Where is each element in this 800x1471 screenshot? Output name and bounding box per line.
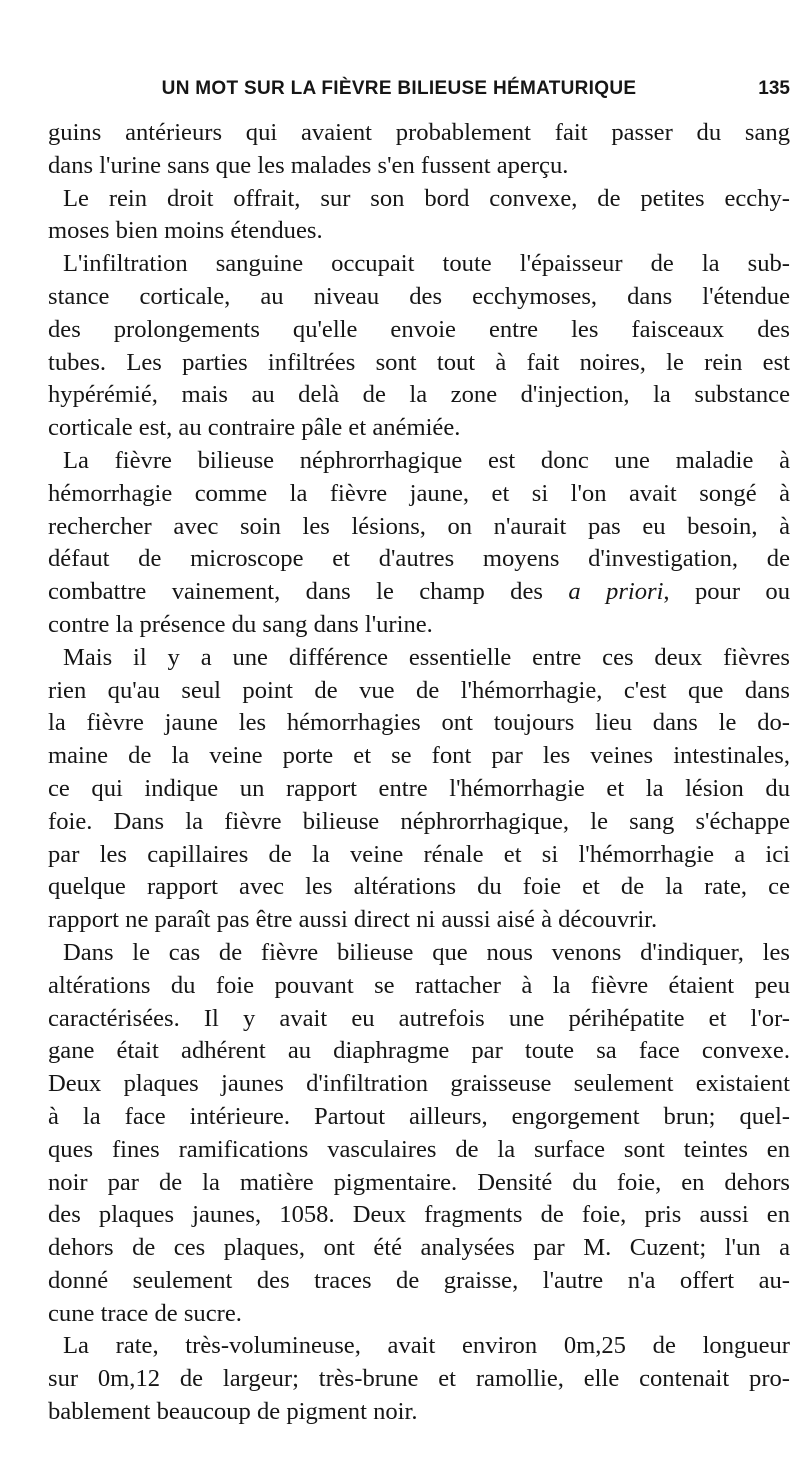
body-text xyxy=(48,117,790,1429)
running-title: UN MOT SUR LA FIÈVRE BILIEUSE HÉMATURIQUE xyxy=(161,78,637,99)
text-line: à la face intérieure. Partout ailleurs, engorgement brun; quel- xyxy=(48,1102,790,1130)
text-segment: , pour ou xyxy=(663,578,790,606)
page-number: 135 xyxy=(758,78,790,99)
text-line: caractérisées. Il y avait eu autrefois une périhépatite et l'or- xyxy=(48,1004,790,1032)
text-line-with-italic xyxy=(48,576,790,609)
text-line: rien qu'au seul point de vue de l'hémorrhagie, c'est que dans xyxy=(48,676,790,704)
text-line: des plaques jaunes, 1058. Deux fragments de foie, pris aussi en xyxy=(48,1201,790,1229)
text-line: altérations du foie pouvant se rattacher à la fièvre étaient peu xyxy=(48,971,790,999)
text-line: cune trace de sucre. xyxy=(48,1299,242,1327)
text-line: hémorrhagie comme la fièvre jaune, et si l'on avait songé à xyxy=(48,479,790,507)
text-line: moses bien moins étendues. xyxy=(48,217,323,245)
text-line: par les capillaires de la veine rénale et si l'hémorrhagie a ici xyxy=(48,840,790,868)
text-line: stance corticale, au niveau des ecchymoses, dans l'étendue xyxy=(48,282,790,310)
italic-phrase: a priori xyxy=(568,578,664,606)
text-line: guins antérieurs qui avaient probablement fait passer du sang xyxy=(48,119,790,146)
text-line: La rate, très-volumineuse, avait environ 0m,25 de longueur xyxy=(63,1332,790,1360)
running-head xyxy=(48,78,790,108)
text-line: dans l'urine sans que les malades s'en fussent aperçu. xyxy=(48,151,569,179)
text-line: dehors de ces plaques, ont été analysées par M. Cuzent; l'un a xyxy=(48,1234,790,1262)
text-line: quelque rapport avec les altérations du foie et de la rate, ce xyxy=(48,873,790,901)
text-line: Dans le cas de fièvre bilieuse que nous venons d'indiquer, les xyxy=(63,938,790,966)
text-line: rapport ne paraît pas être aussi direct ni aussi aisé à découvrir. xyxy=(48,906,658,934)
text-line: tubes. Les parties infiltrées sont tout à fait noires, le rein est xyxy=(48,348,790,376)
text-line: Le rein droit offrait, sur son bord convexe, de petites ecchy- xyxy=(63,184,790,212)
text-line: L'infiltration sanguine occupait toute l'épaisseur de la sub- xyxy=(63,250,790,278)
text-line: des prolongements qu'elle envoie entre les faisceaux des xyxy=(48,315,790,343)
text-line: Deux plaques jaunes d'infiltration graisseuse seulement existaient xyxy=(48,1070,790,1098)
text-line: Mais il y a une différence essentielle entre ces deux fièvres xyxy=(63,643,790,671)
text-line: contre la présence du sang dans l'urine. xyxy=(48,610,433,638)
text-line: noir par de la matière pigmentaire. Densité du foie, en dehors xyxy=(48,1168,790,1196)
text-line: corticale est, au contraire pâle et anémiée. xyxy=(48,414,461,442)
text-line: rechercher avec soin les lésions, on n'aurait pas eu besoin, à xyxy=(48,512,790,540)
text-line: sur 0m,12 de largeur; très-brune et ramollie, elle contenait pro- xyxy=(48,1365,790,1393)
text-line: La fièvre bilieuse néphrorrhagique est donc une maladie à xyxy=(63,446,790,474)
text-line: la fièvre jaune les hémorrhagies ont toujours lieu dans le do- xyxy=(48,709,790,737)
text-line: maine de la veine porte et se font par les veines intestinales, xyxy=(48,742,790,770)
text-line: bablement beaucoup de pigment noir. xyxy=(48,1398,418,1426)
text-line: foie. Dans la fièvre bilieuse néphrorrhagique, le sang s'échappe xyxy=(48,807,790,835)
text-line: ce qui indique un rapport entre l'hémorrhagie et la lésion du xyxy=(48,774,790,802)
text-line: donné seulement des traces de graisse, l'autre n'a offert au- xyxy=(48,1266,790,1294)
text-line: défaut de microscope et d'autres moyens d'investigation, de xyxy=(48,545,790,573)
text-line: hypérémié, mais au delà de la zone d'injection, la substance xyxy=(48,381,790,409)
text-line: ques fines ramifications vasculaires de la surface sont teintes en xyxy=(48,1135,790,1163)
text-line: gane était adhérent au diaphragme par toute sa face convexe. xyxy=(48,1037,790,1065)
text-segment: combattre vainement, dans le champ des xyxy=(48,578,569,606)
